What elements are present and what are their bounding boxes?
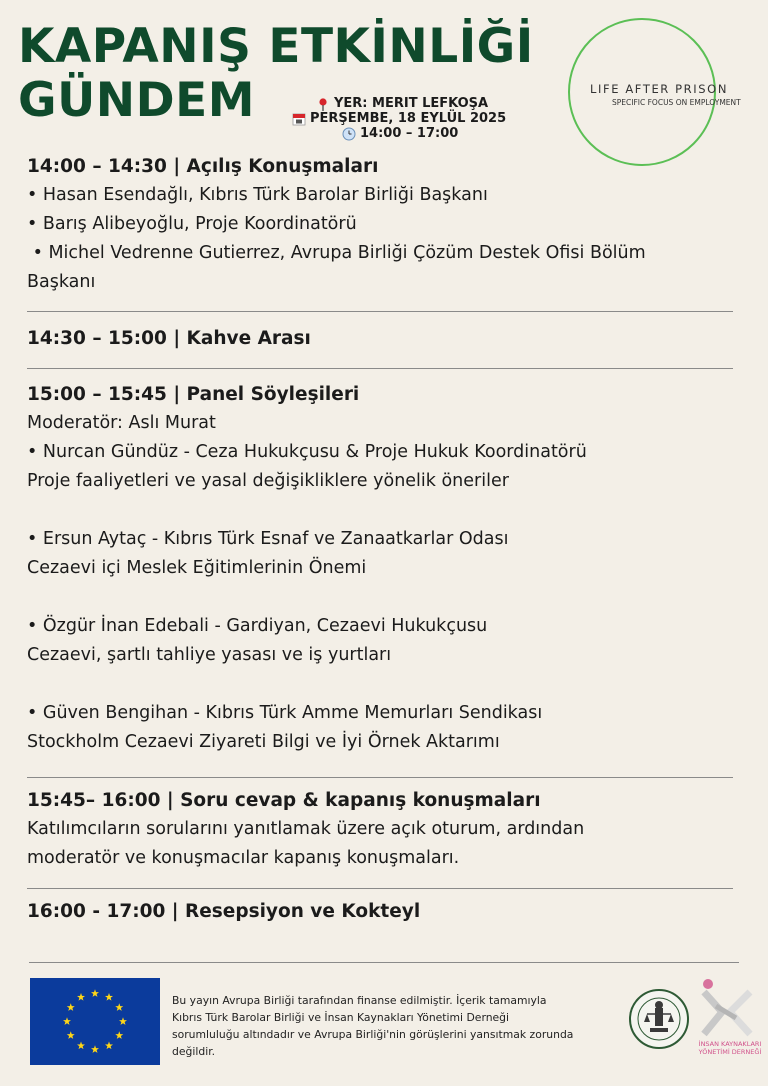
logo-tagline: SPECIFIC FOCUS ON EMPLOYMENT [612,98,741,107]
panelist-name: • Özgür İnan Edebali - Gardiyan, Cezaevi Hukukçusu [27,616,488,636]
event-location [292,96,506,111]
location-text: YER: MERIT LEFKOŞA [334,96,489,111]
agenda-line: • Michel Vedrenne Gutierrez, Avrupa Birliği Çözüm Destek Ofisi Bölüm [27,243,646,263]
ik-association-logo-icon [694,976,758,1038]
agenda-line: • Barış Alibeyoğlu, Proje Koordinatörü [27,214,357,234]
ik-association-name [692,1040,768,1056]
agenda-line: Başkanı [27,272,96,292]
clock-icon [342,127,356,141]
moderator: Moderatör: Aslı Murat [27,413,216,433]
footer [0,962,768,1086]
panelist-name: • Nurcan Gündüz - Ceza Hukukçusu & Proje Hukuk Koordinatörü [27,442,587,462]
event-time [292,126,506,141]
disclaimer-line: Kıbrıs Türk Barolar Birliği ve İnsan Kaynakları Yönetimi Derneği [172,1011,510,1024]
panelist-topic: Cezaevi, şartlı tahliye yasası ve iş yurtları [27,645,392,665]
event-info [292,96,506,141]
agenda-line: Katılımcıların sorularını yanıtlamak üzere açık oturum, ardından [27,819,585,839]
disclaimer-line: değildir. [172,1045,216,1058]
agenda-line: moderatör ve konuşmacılar kapanış konuşmaları. [27,848,460,868]
calendar-icon [292,112,306,126]
panelist-topic: Proje faaliyetleri ve yasal değişikliklere yönelik öneriler [27,471,509,491]
eu-flag [30,978,160,1065]
disclaimer-line: sorumluluğu altındadır ve Avrupa Birliği'nin görüşlerini yansıtmak zorunda [172,1028,574,1041]
agenda-line: • Hasan Esendağlı, Kıbrıs Türk Barolar Birliği Başkanı [27,185,488,205]
section-heading: 16:00 - 17:00 | Resepsiyon ve Kokteyl [27,901,421,922]
agenda [27,152,739,926]
bar-association-seal-icon [628,988,690,1050]
disclaimer-line: Bu yayın Avrupa Birliği tarafından finanse edilmiştir. İçerik tamamıyla [172,994,547,1007]
panelist-topic: Cezaevi içi Meslek Eğitimlerinin Önemi [27,558,367,578]
disclaimer [172,992,622,1060]
footer-divider [29,962,739,963]
panelist-name: • Güven Bengihan - Kıbrıs Türk Amme Memurları Sendikası [27,703,543,723]
section-heading: 15:45– 16:00 | Soru cevap & kapanış konuşmaları [27,790,541,811]
title-line-1: KAPANIŞ ETKİNLİĞİ [18,19,534,74]
pin-icon [316,97,330,111]
time-text: 14:00 – 17:00 [360,126,459,141]
date-text: PERŞEMBE, 18 EYLÜL 2025 [310,111,507,126]
event-date [292,111,506,126]
panelist-name: • Ersun Aytaç - Kıbrıs Türk Esnaf ve Zanaatkarlar Odası [27,529,509,549]
panelist-topic: Stockholm Cezaevi Ziyareti Bilgi ve İyi Örnek Aktarımı [27,732,500,752]
ik-line: İNSAN KAYNAKLARI [698,1040,762,1048]
ik-line: YÖNETİMİ DERNEĞİ [698,1048,762,1056]
title-line-2: GÜNDEM [18,73,255,128]
section-heading: 14:30 – 15:00 | Kahve Arası [27,328,311,349]
section-heading: 15:00 – 15:45 | Panel Söyleşileri [27,384,360,405]
logo-name: LIFE AFTER PRISON [590,82,729,96]
section-heading: 14:00 – 14:30 | Açılış Konuşmaları [27,156,379,177]
